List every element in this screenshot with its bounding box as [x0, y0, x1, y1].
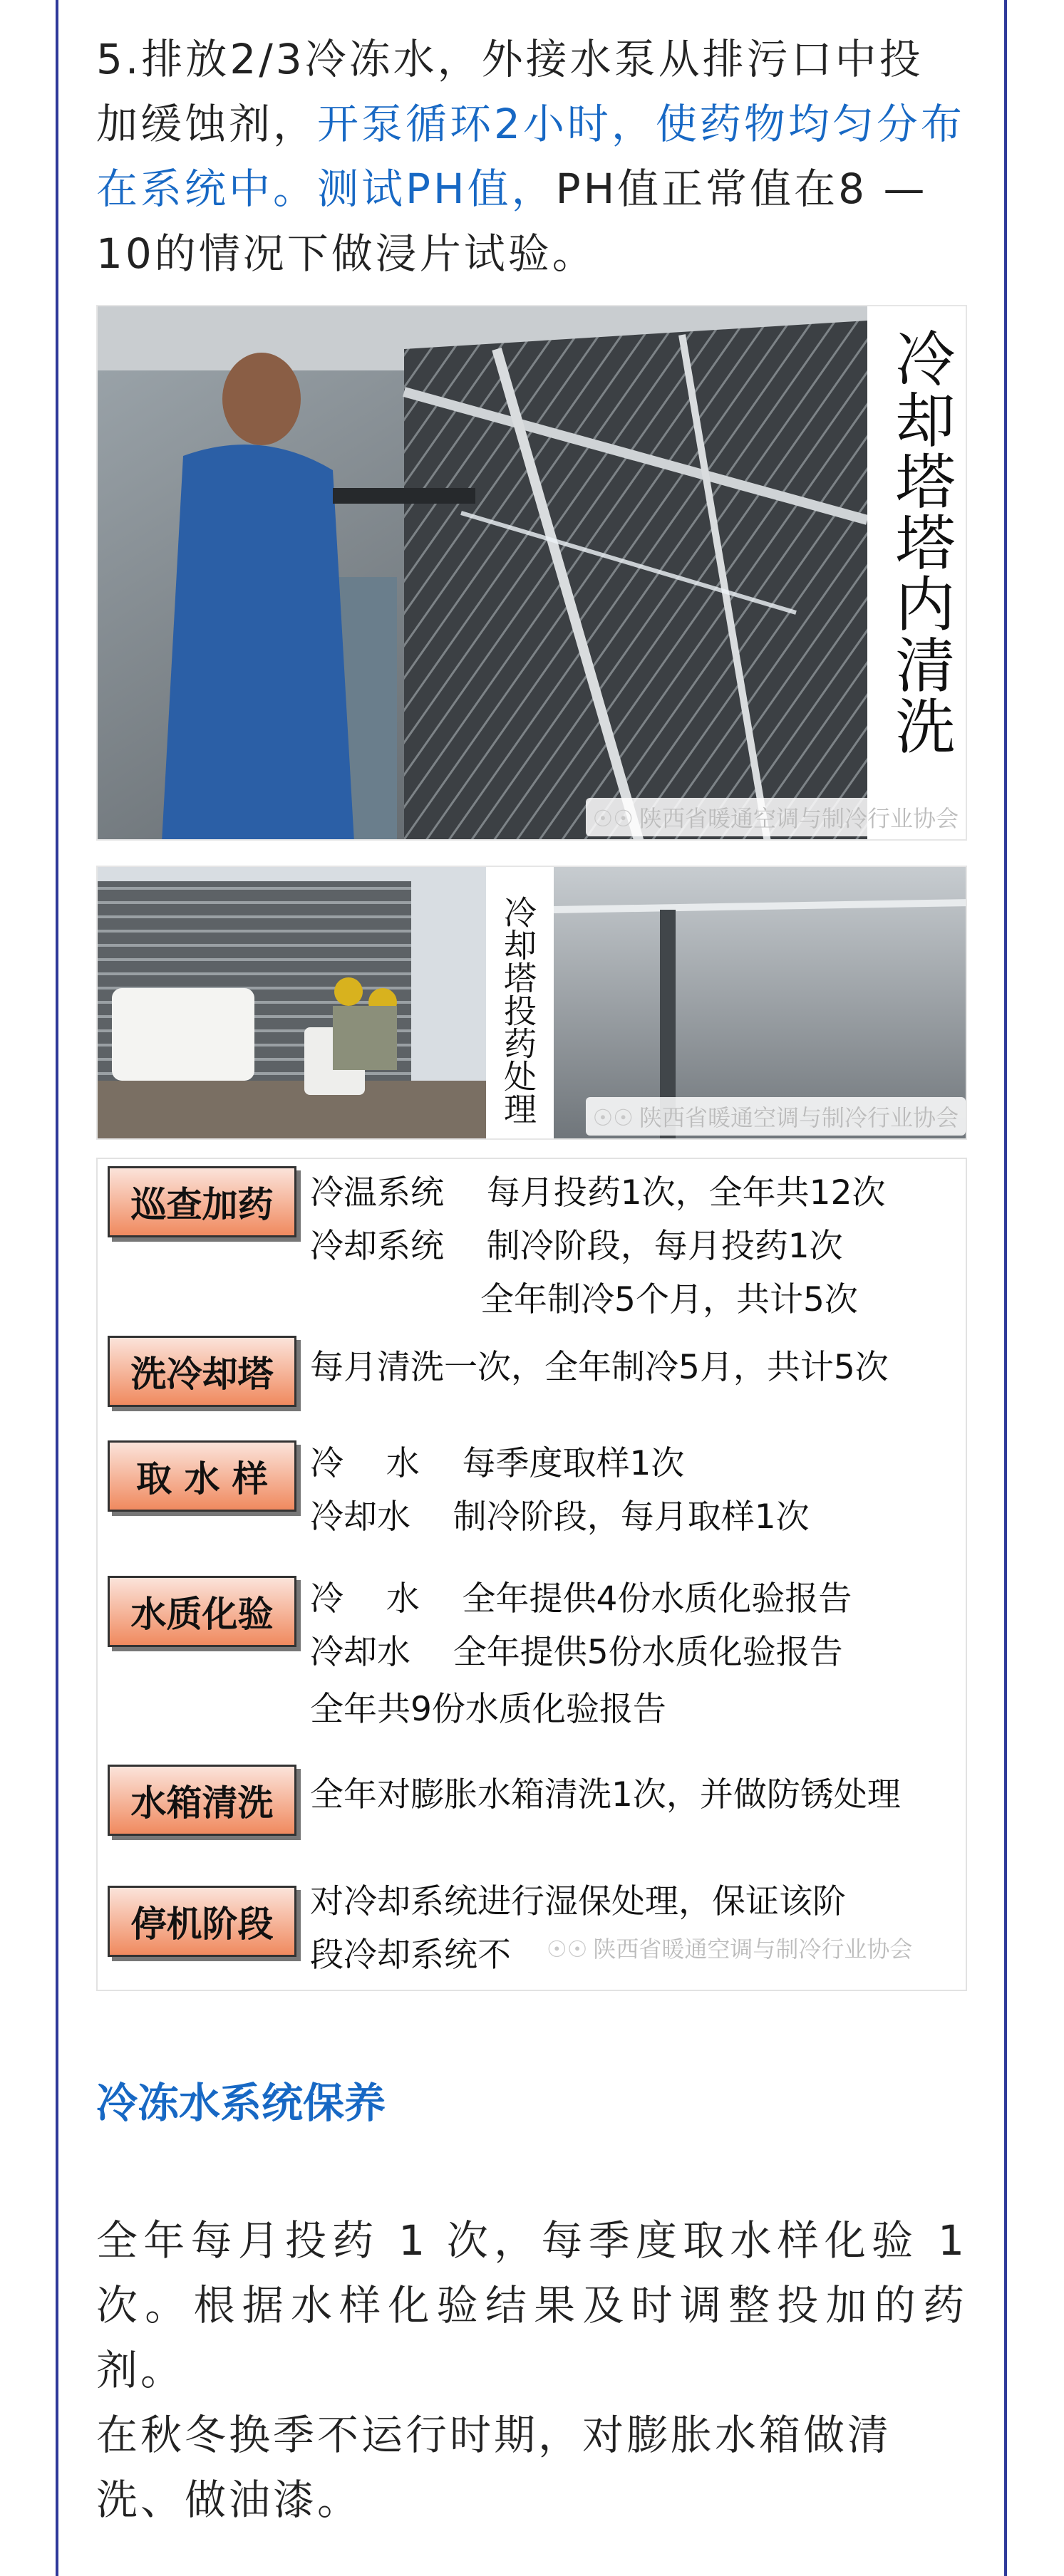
schedule-line: 冷 水 每季度取样1次 — [310, 1444, 685, 1483]
intro-paragraph — [96, 27, 967, 286]
photo2-watermark — [586, 1097, 966, 1136]
schedule-label-inspection: 巡查加药 — [108, 1166, 296, 1237]
schedule-watermark-text: 陕西省暖通空调与制冷行业协会 — [593, 1936, 913, 1963]
wechat-icon: ☉☉ — [547, 1936, 588, 1963]
photo1-watermark — [586, 798, 966, 836]
schedule-line: 全年制冷5个月，共计5次 — [310, 1280, 858, 1319]
cooling-tower-cleaning-photo — [96, 305, 967, 841]
schedule-line: 全年共9份水质化验报告 — [310, 1690, 666, 1729]
cooling-tower-dosing-photo — [96, 866, 967, 1140]
wechat-icon: ☉☉ — [592, 1104, 634, 1131]
schedule-line: 冷却水 全年提供5份水质化验报告 — [310, 1633, 843, 1672]
section-paragraph-2: 在秋冬换季不运行时期，对膨胀水箱做清洗、做油漆。 — [96, 2411, 892, 2524]
intro-text-2: PH值正常值在8 —10的情况下做浸片试验。 — [96, 165, 928, 278]
intro-text-1: 5.排放2/3冷冻水，外接水泵从排污口中投加缓蚀剂， — [96, 35, 924, 148]
schedule-line: 每月清洗一次，全年制冷5月，共计5次 — [310, 1348, 889, 1387]
photo1-watermark-text: 陕西省暖通空调与制冷行业协会 — [639, 805, 959, 832]
photo2-caption: 冷却塔投药处理 — [499, 895, 537, 1125]
section-heading: 冷冻水系统保养 — [96, 2079, 386, 2127]
intro-highlight: 开泵循环2小时，使药物均匀分布在系统中。测试PH值， — [96, 100, 965, 213]
schedule-label-water-test: 水质化验 — [108, 1576, 296, 1647]
cleaning-scene-illustration — [98, 306, 967, 841]
photo2-watermark-text: 陕西省暖通空调与制冷行业协会 — [639, 1104, 959, 1131]
schedule-line: 段冷却系统不 — [310, 1936, 511, 1975]
schedule-line: 冷却水 制冷阶段，每月取样1次 — [310, 1497, 810, 1537]
schedule-line: 冷 水 全年提供4份水质化验报告 — [310, 1579, 852, 1619]
wechat-icon: ☉☉ — [592, 805, 634, 832]
section-body — [96, 2208, 967, 2533]
schedule-line: 冷却系统 制冷阶段，每月投药1次 — [310, 1227, 843, 1266]
schedule-label-sampling: 取 水 样 — [108, 1440, 296, 1512]
section-paragraph-1: 全年每月投药 1 次，每季度取水样化验 1 次。根据水样化验结果及时调整投加的药剂。 — [96, 2216, 967, 2394]
schedule-label-tower-wash: 洗冷却塔 — [108, 1336, 296, 1407]
maintenance-schedule — [96, 1158, 967, 1991]
schedule-label-tank-clean: 水箱清洗 — [108, 1765, 296, 1836]
schedule-watermark — [539, 1928, 919, 1967]
photo1-caption: 冷却塔塔内清洗 — [886, 328, 956, 757]
schedule-line: 冷温系统 每月投药1次，全年共12次 — [310, 1173, 886, 1212]
schedule-label-shutdown: 停机阶段 — [108, 1886, 296, 1957]
schedule-line: 全年对膨胀水箱清洗1次，并做防锈处理 — [310, 1775, 901, 1814]
schedule-line: 对冷却系统进行湿保处理，保证该阶 — [310, 1882, 846, 1921]
